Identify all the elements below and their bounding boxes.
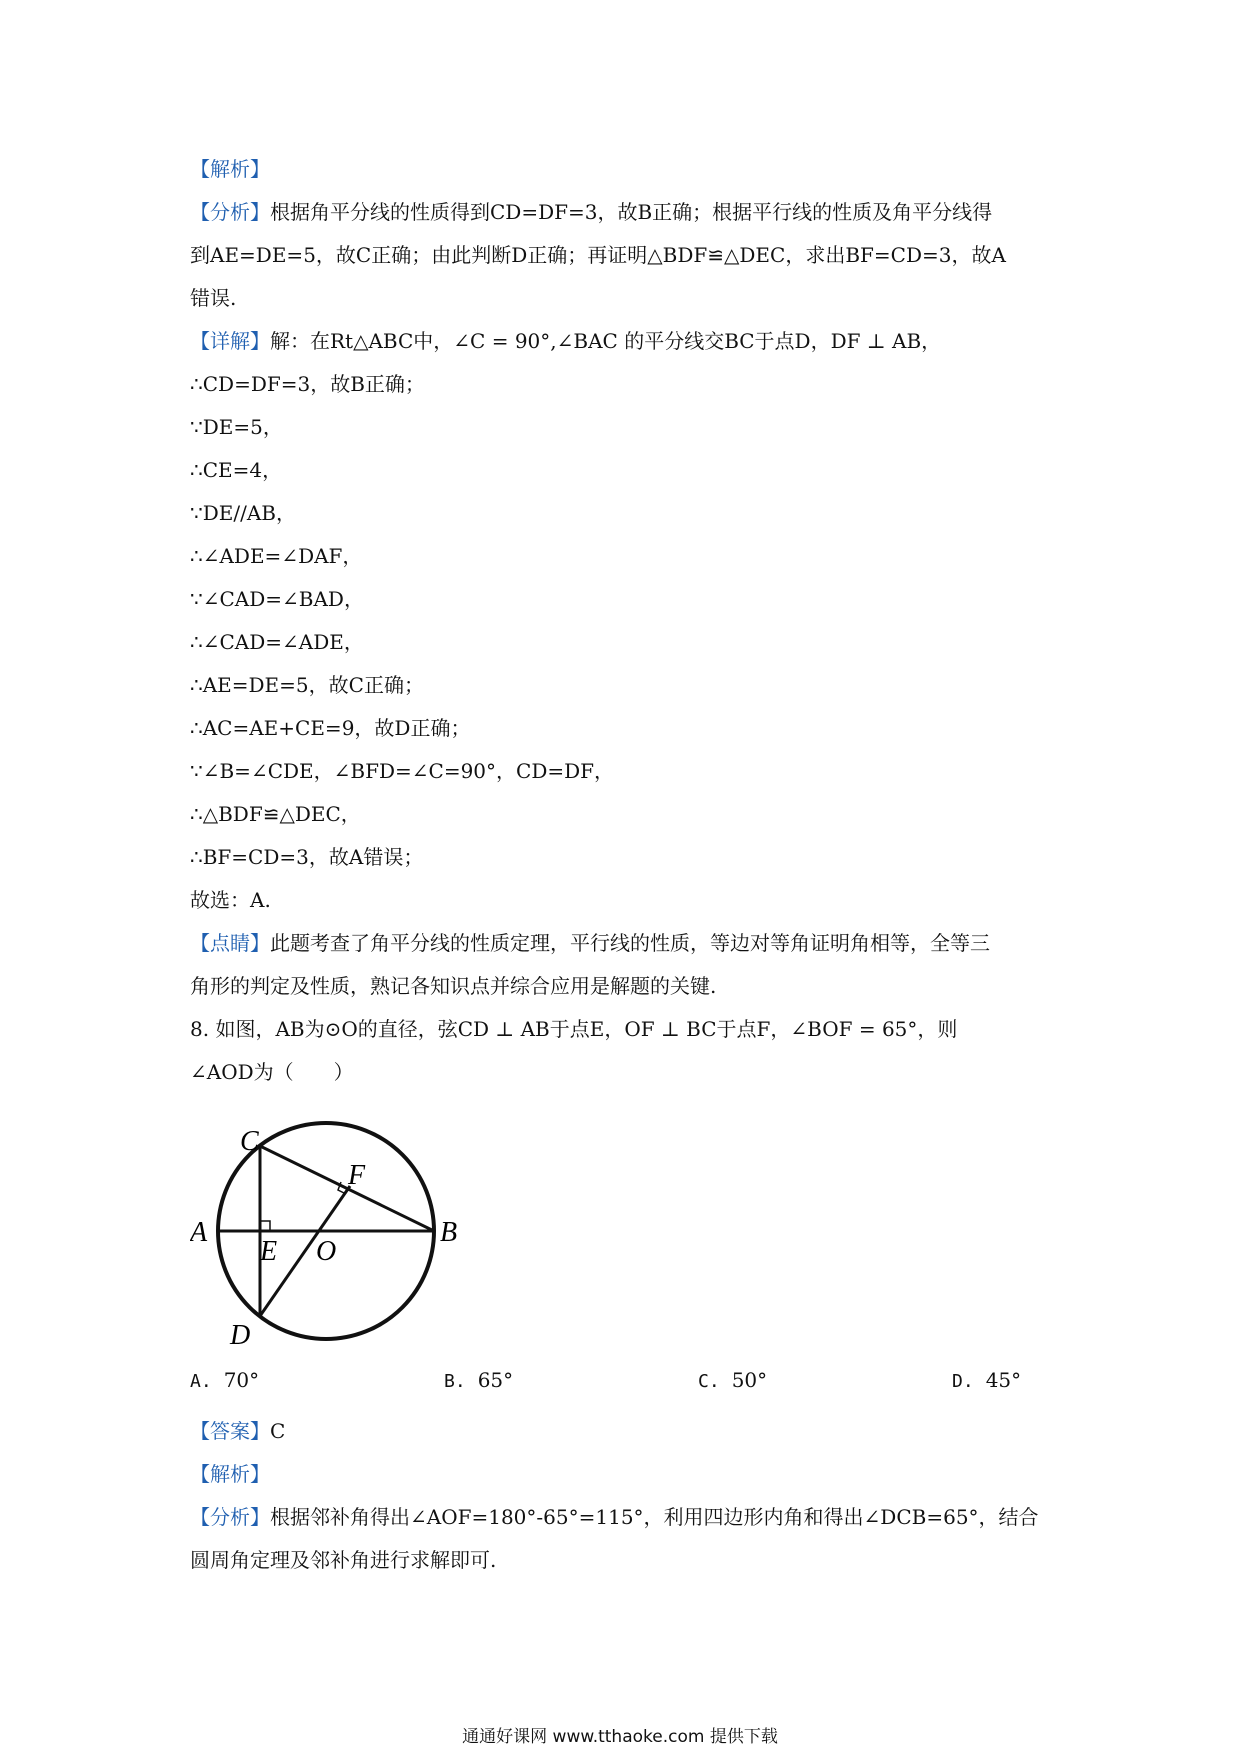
label-c: C xyxy=(240,1126,259,1157)
question-8-line-1: 8. 如图，AB为⊙O的直径，弦CD ⊥ AB于点E，OF ⊥ BC于点F，∠BOF = 65°，则 xyxy=(190,1017,958,1041)
section-tag-jiexi: 【解析】 xyxy=(190,157,270,181)
proof-step: ∴∠CAD=∠ADE， xyxy=(190,630,364,654)
circle-diagram xyxy=(190,1110,490,1350)
proof-step: ∴BF=CD=3，故A错误； xyxy=(190,845,424,869)
analysis-tag: 【分析】 xyxy=(190,200,270,224)
question-8-line-2: ∠AOD为（ ） xyxy=(190,1060,354,1084)
label-a: A xyxy=(190,1217,208,1248)
option-b[interactable]: B. 65° xyxy=(444,1368,514,1392)
option-d[interactable]: D. 45° xyxy=(952,1368,1022,1392)
detail-tag: 【详解】 xyxy=(190,329,270,353)
answer-value: C xyxy=(270,1419,286,1443)
comment-tag: 【点睛】 xyxy=(190,931,270,955)
comment-line-1: 【点睛】此题考查了角平分线的性质定理，平行线的性质，等边对等角证明角相等，全等三 xyxy=(190,931,990,955)
answer-section xyxy=(190,1410,1060,1582)
proof-step: ∴AC=AE+CE=9，故D正确； xyxy=(190,716,471,740)
label-b: B xyxy=(440,1217,458,1248)
proof-step: ∵DE=5， xyxy=(190,415,283,439)
proof-step: ∴CD=DF=3，故B正确； xyxy=(190,372,425,396)
proof-step: ∴CE=4， xyxy=(190,458,283,482)
proof-step: ∵∠B=∠CDE，∠BFD=∠C=90°，CD=DF， xyxy=(190,759,615,783)
comment-line-2: 角形的判定及性质，熟记各知识点并综合应用是解题的关键. xyxy=(190,974,717,998)
proof-step: ∵DE//AB， xyxy=(190,501,296,525)
proof-step: ∴∠ADE=∠DAF， xyxy=(190,544,363,568)
proof-step: ∵∠CAD=∠BAD， xyxy=(190,587,364,611)
label-f: F xyxy=(348,1160,366,1191)
option-a[interactable]: A. 70° xyxy=(190,1368,260,1392)
analysis-line-3: 错误. xyxy=(190,286,237,310)
answer-options xyxy=(190,1368,1090,1408)
label-o: O xyxy=(316,1236,337,1267)
analysis-line-1: 【分析】根据角平分线的性质得到CD=DF=3，故B正确；根据平行线的性质及角平分线得 xyxy=(190,200,993,224)
section-tag-jiexi-2: 【解析】 xyxy=(190,1462,270,1486)
circle-geometry-figure xyxy=(190,1110,490,1350)
analysis2-line-1: 【分析】根据邻补角得出∠AOF=180°-65°=115°，利用四边形内角和得出∠DCB=65°，结合 xyxy=(190,1505,1039,1529)
answer-tag: 【答案】 xyxy=(190,1419,270,1443)
proof-step: ∴△BDF≌△DEC， xyxy=(190,802,361,826)
answer-line xyxy=(190,1410,1060,1453)
analysis2-line-2: 圆周角定理及邻补角进行求解即可. xyxy=(190,1548,497,1572)
analysis2-tag: 【分析】 xyxy=(190,1505,270,1529)
label-e: E xyxy=(260,1236,278,1267)
choice-statement: 故选：A. xyxy=(190,888,271,912)
proof-step: ∴AE=DE=5，故C正确； xyxy=(190,673,424,697)
detail-intro: 【详解】解：在Rt△ABC中，∠C = 90°,∠BAC 的平分线交BC于点D，DF ⊥ AB， xyxy=(190,329,942,353)
page-footer: 通通好课网 www.tthaoke.com 提供下载 xyxy=(462,1727,778,1747)
analysis-line-2: 到AE=DE=5，故C正确；由此判断D正确；再证明△BDF≌△DEC，求出BF=CD=3，故A xyxy=(190,243,1006,267)
option-c[interactable]: C. 50° xyxy=(698,1368,768,1392)
label-d: D xyxy=(230,1320,251,1350)
document-body xyxy=(190,148,1060,1094)
